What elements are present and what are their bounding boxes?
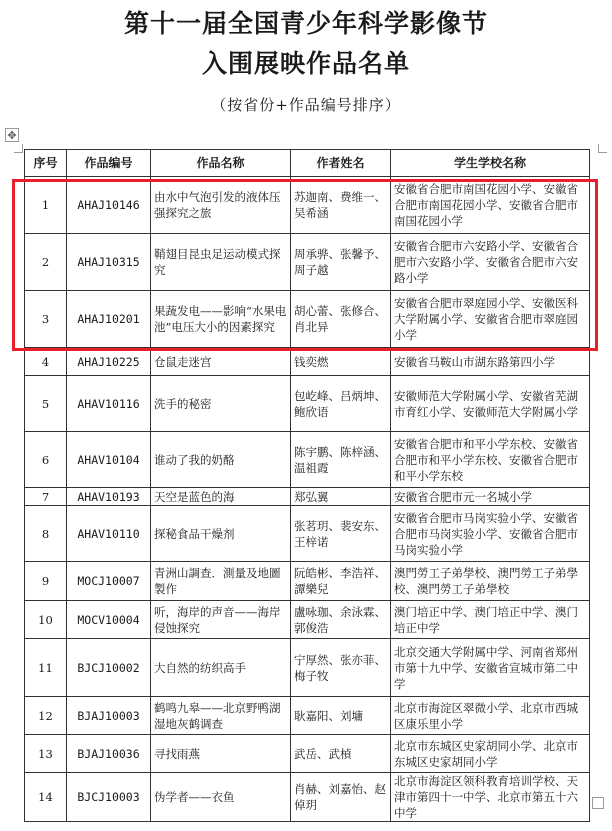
entries-table — [24, 149, 590, 822]
author-names: 陈宇鹏、陈梓涵、温祖霞 — [291, 432, 391, 488]
document-title-line1: 第十一届全国青少年科学影像节 — [123, 9, 488, 38]
row-number: 5 — [25, 376, 67, 432]
work-title: 谁动了我的奶酪 — [151, 432, 291, 488]
work-code: BJCJ10003 — [67, 773, 151, 822]
work-code: AHAJ10225 — [67, 348, 151, 376]
row-number: 6 — [25, 432, 67, 488]
school-names: 安徽省合肥市和平小学东校、安徽省合肥市和平小学东校、安徽省合肥市和平小学东校 — [391, 432, 590, 488]
author-names: 张茗玥、裴安东、王梓诺 — [291, 506, 391, 562]
row-number: 14 — [25, 773, 67, 822]
table-row — [25, 432, 590, 488]
work-title: 探秘食品干燥剂 — [151, 506, 291, 562]
school-names: 北京市海淀区翠微小学、北京市西城区康乐里小学 — [391, 697, 590, 735]
work-code: MOCV10004 — [67, 601, 151, 639]
school-names: 安徽省合肥市六安路小学、安徽省合肥市六安路小学、安徽省合肥市六安路小学 — [391, 234, 590, 291]
work-title: 洗手的秘密 — [151, 376, 291, 432]
work-title: 果蔬发电——影响“水果电池”电压大小的因素探究 — [151, 291, 291, 348]
column-header-authors: 作者姓名 — [291, 150, 391, 177]
column-header-schools: 学生学校名称 — [391, 150, 590, 177]
row-number: 9 — [25, 562, 67, 601]
row-number: 10 — [25, 601, 67, 639]
work-code: AHAV10104 — [67, 432, 151, 488]
table-row — [25, 735, 590, 773]
school-names: 安徽省合肥市元一名城小学 — [391, 488, 590, 506]
document-subtitle: （按省份+作品编号排序） — [211, 96, 401, 114]
author-names: 盧咏珈、余泳霖、郭俊浩 — [291, 601, 391, 639]
work-title: 听，海岸的声音——海岸侵蚀探究 — [151, 601, 291, 639]
page-corner-mark — [14, 144, 23, 153]
table-row — [25, 601, 590, 639]
school-names: 澳门培正中学、澳门培正中学、澳门培正中学 — [391, 601, 590, 639]
document-title-line2: 入围展映作品名单 — [201, 49, 410, 78]
work-title: 鞘翅目昆虫足运动模式探究 — [151, 234, 291, 291]
author-names: 钱奕燃 — [291, 348, 391, 376]
work-title: 大自然的纺织高手 — [151, 639, 291, 697]
row-number: 11 — [25, 639, 67, 697]
work-code: BJAJ10003 — [67, 697, 151, 735]
author-names: 肖赫、刘嘉怡、赵倬玥 — [291, 773, 391, 822]
author-names: 包屹峰、吕炳坤、鲍欣语 — [291, 376, 391, 432]
author-names: 胡心蕾、张修合、肖北异 — [291, 291, 391, 348]
author-names: 宁厚然、张亦菲、梅子牧 — [291, 639, 391, 697]
school-names: 安徽省合肥市翠庭园小学、安徽医科大学附属小学、安徽省合肥市翠庭园小学 — [391, 291, 590, 348]
work-title: 鹤鸣九皋——北京野鸭湖湿地灰鹤调查 — [151, 697, 291, 735]
table-row — [25, 488, 590, 506]
author-names: 郑弘翼 — [291, 488, 391, 506]
work-title: 仓鼠走迷宫 — [151, 348, 291, 376]
column-header-code: 作品编号 — [67, 150, 151, 177]
table-row — [25, 348, 590, 376]
author-names: 阮皓彬、李浩祥、譚樂兒 — [291, 562, 391, 601]
author-names: 武岳、武楨 — [291, 735, 391, 773]
row-number: 8 — [25, 506, 67, 562]
table-row — [25, 562, 590, 601]
row-number: 1 — [25, 177, 67, 234]
row-number: 2 — [25, 234, 67, 291]
table-row — [25, 234, 590, 291]
table-row — [25, 291, 590, 348]
work-title: 寻找雨燕 — [151, 735, 291, 773]
work-title: 伪学者——衣鱼 — [151, 773, 291, 822]
work-code: AHAV10193 — [67, 488, 151, 506]
table-row — [25, 773, 590, 822]
work-title: 由水中气泡引发的液体压强探究之旅 — [151, 177, 291, 234]
page-corner-mark — [598, 144, 607, 153]
table-row — [25, 697, 590, 735]
row-number: 3 — [25, 291, 67, 348]
table-header-row — [25, 150, 590, 177]
work-code: AHAJ10201 — [67, 291, 151, 348]
author-names: 耿嘉阳、刘墉 — [291, 697, 391, 735]
table-row — [25, 506, 590, 562]
school-names: 澳門勞工子弟學校、澳門勞工子弟學校、澳門勞工子弟學校 — [391, 562, 590, 601]
school-names: 安徽师范大学附属小学、安徽省芜湖市育红小学、安徽师范大学附属小学 — [391, 376, 590, 432]
work-title: 青洲山調查．測量及地圖製作 — [151, 562, 291, 601]
school-names: 北京交通大学附属中学、河南省郑州市第十九中学、安徽省宣城市第二中学 — [391, 639, 590, 697]
row-number: 7 — [25, 488, 67, 506]
work-code: MOCJ10007 — [67, 562, 151, 601]
table-row — [25, 376, 590, 432]
work-code: AHAV10116 — [67, 376, 151, 432]
row-number: 12 — [25, 697, 67, 735]
work-code: AHAJ10146 — [67, 177, 151, 234]
table-resize-handle-icon[interactable] — [592, 797, 604, 809]
school-names: 北京市海淀区领科教育培训学校、天津市第四十一中学、北京市第五十六中学 — [391, 773, 590, 822]
school-names: 安徽省合肥市南国花园小学、安徽省合肥市南国花园小学、安徽省合肥市南国花园小学 — [391, 177, 590, 234]
work-code: AHAV10110 — [67, 506, 151, 562]
row-number: 4 — [25, 348, 67, 376]
column-header-no: 序号 — [25, 150, 67, 177]
work-code: BJAJ10036 — [67, 735, 151, 773]
table-move-handle-icon[interactable]: ✥ — [5, 128, 19, 142]
row-number: 13 — [25, 735, 67, 773]
author-names: 苏迦南、费维一、吴希涵 — [291, 177, 391, 234]
school-names: 安徽省马鞍山市湖东路第四小学 — [391, 348, 590, 376]
table-row — [25, 639, 590, 697]
work-code: BJCJ10002 — [67, 639, 151, 697]
column-header-title: 作品名称 — [151, 150, 291, 177]
work-code: AHAJ10315 — [67, 234, 151, 291]
work-title: 天空是蓝色的海 — [151, 488, 291, 506]
school-names: 北京市东城区史家胡同小学、北京市东城区史家胡同小学 — [391, 735, 590, 773]
table-row — [25, 177, 590, 234]
author-names: 周承骅、张馨予、周子越 — [291, 234, 391, 291]
school-names: 安徽省合肥市马岗实验小学、安徽省合肥市马岗实验小学、安徽省合肥市马岗实验小学 — [391, 506, 590, 562]
